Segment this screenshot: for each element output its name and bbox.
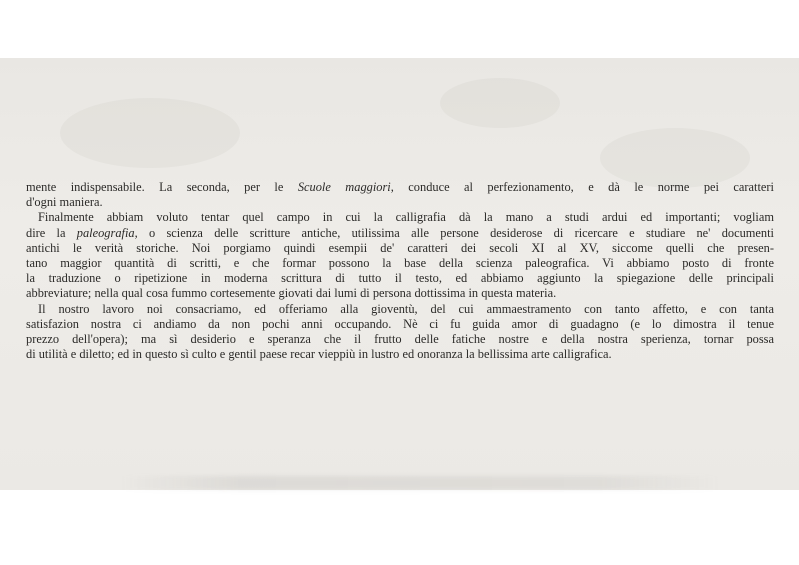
text-run: mente indispensabile. La seconda, per le — [26, 180, 298, 194]
text-run: tano maggior quantità di scritti, e che formar possono la base della scienza paleografica. Vi abbiamo posto di fronte — [26, 256, 774, 271]
paper-stain — [60, 98, 240, 168]
ink-bleed-through — [120, 476, 720, 490]
paper-stain — [600, 128, 750, 188]
text-line — [26, 226, 774, 241]
text-run: dire la — [26, 225, 77, 240]
text-line — [26, 271, 774, 286]
text-line — [26, 180, 774, 195]
italic-term: paleografia, — [76, 225, 138, 240]
text-run: di utilità e diletto; ed in questo sì culto e gentil paese recar vieppiù in lustro ed onoranza la bellissima arte calligrafica. — [26, 347, 612, 362]
text-line — [26, 241, 774, 256]
text-run: Il nostro lavoro noi consacriamo, ed offeriamo alla gioventù, del cui ammaestramento con tanto affetto, e con tanta — [38, 301, 774, 316]
text-run: la traduzione o ripetizione in moderna scrittura di tutto il testo, ed abbiamo aggiunto la spiegazione delle principali — [26, 271, 774, 286]
paragraph — [26, 302, 774, 363]
text-run: prezzo dell'opera); ma sì desiderio e speranza che il frutto delle fatiche nostre e della nostra sperienza, tornar possa — [26, 332, 774, 347]
text-line — [26, 332, 774, 347]
text-line — [26, 195, 774, 210]
paragraph — [26, 180, 774, 210]
paragraph — [26, 210, 774, 301]
text-run: , conduce al perfezionamento, e dà le norme pei caratteri — [390, 180, 775, 194]
text-line — [26, 210, 774, 225]
body-text — [26, 180, 774, 362]
text-line — [26, 317, 774, 332]
text-line — [26, 256, 774, 271]
text-run: o scienza delle scritture antiche, utilissima alle persone desiderose di ricercare e studiare ne' documenti — [137, 225, 774, 240]
text-line — [26, 347, 774, 362]
text-run: satisfazion nostra ci andiamo da non pochi anni occupando. Nè ci fu guida amor di guadagno (e lo dimostra il tenue — [26, 316, 774, 331]
text-line — [26, 286, 774, 301]
paper-stain — [440, 78, 560, 128]
text-run: d'ogni maniera. — [26, 195, 103, 210]
italic-term: Scuole maggiori — [297, 180, 391, 194]
text-run: abbreviature; nella qual cosa fummo cortesemente giovati dai lumi di persona dottissima in questa materia. — [26, 286, 557, 301]
text-run: antichi le verità storiche. Noi porgiamo quindi esempii de' caratteri dei secoli XI al XV, siccome quelli che presen- — [26, 240, 774, 255]
text-line — [26, 302, 774, 317]
text-run: Finalmente abbiam voluto tentar quel campo in cui la calligrafia dà la mano a studi ardui ed importanti; vogliam — [38, 210, 774, 225]
